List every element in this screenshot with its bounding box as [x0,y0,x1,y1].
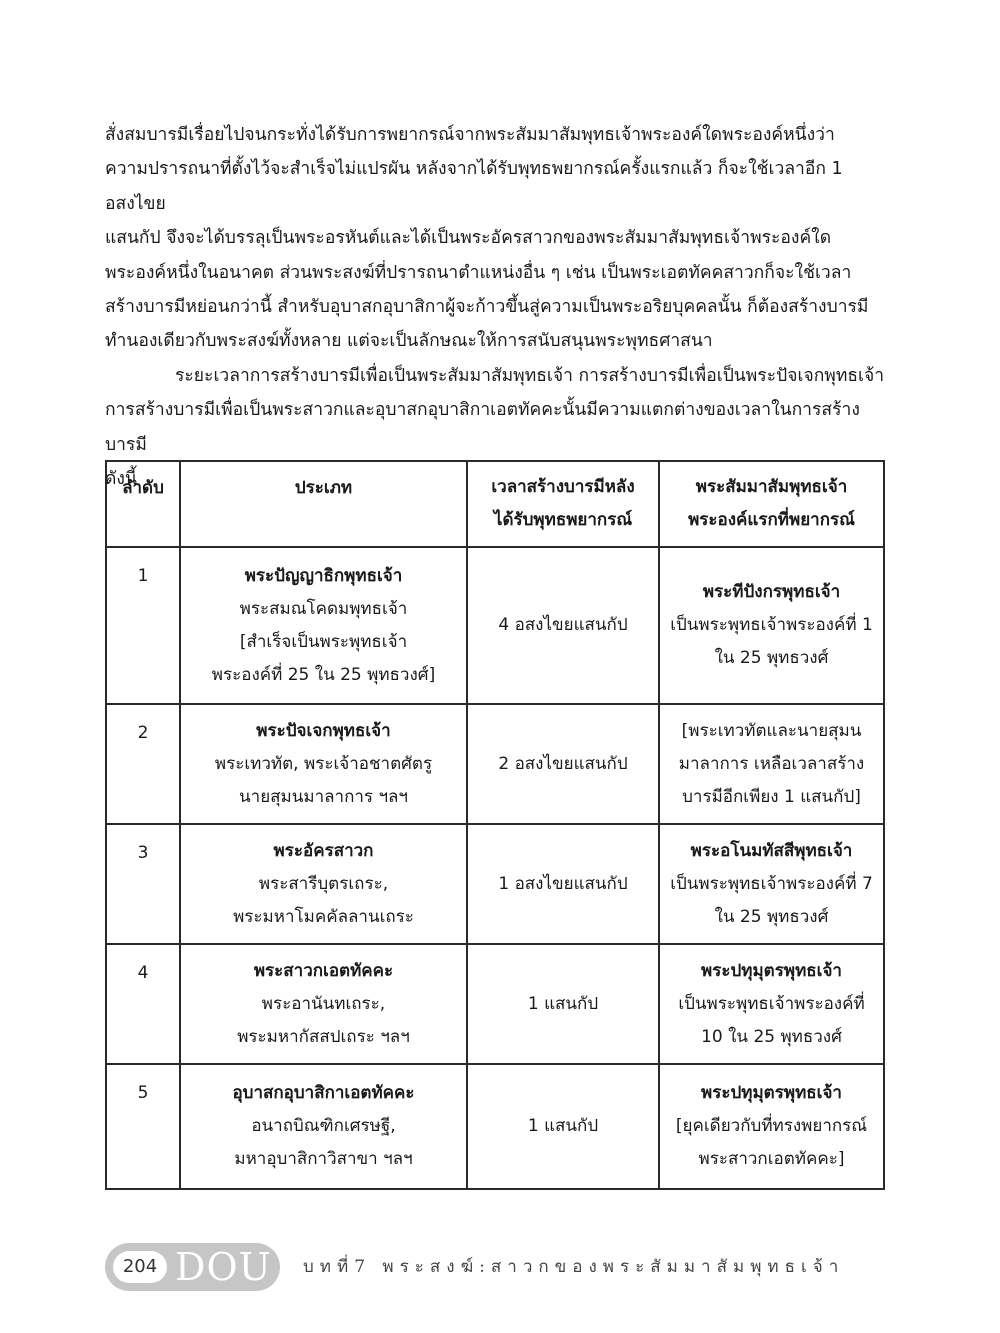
text-line: พระองค์หนึ่งในอนาคต ส่วนพระสงฆ์ที่ปรารถนาตำแหน่งอื่น ๆ เช่น เป็นพระเอตทัคคสาวกก็จะใช้เวลา [105,262,852,283]
table-row [106,1064,884,1189]
buddha-title: พระทีปังกรพุทธเจ้า [702,582,841,602]
cell-no: 2 [106,704,180,824]
header-type: ประเภท [180,461,467,547]
type-line: [สำเร็จเป็นพระพุทธเจ้า [239,631,408,652]
type-title: พระสาวกเอตทัคคะ [253,960,394,981]
type-line: พระเทวทัต, พระเจ้าอชาตศัตรู [214,753,433,774]
type-title: พระอัครสาวก [273,840,374,861]
cell-type [180,944,467,1064]
header-buddha-line: พระองค์แรกที่พยากรณ์ [688,510,855,530]
type-line: อนาถบิณฑิกเศรษฐี, [251,1116,396,1136]
text-line: สั่งสมบารมีเรื่อยไปจนกระทั่งได้รับการพยากรณ์จากพระสัมมาสัมพุทธเจ้าพระองค์ใดพระองค์หนึ่งว่า [105,125,835,145]
cell-time: 1 แสนกัป [467,944,659,1064]
type-line: พระสมณโคดมพุทธเจ้า [239,598,408,619]
cell-no: 5 [106,1064,180,1189]
baramee-time-table [105,460,885,1190]
buddha-line: ใน 25 พุทธวงศ์ [714,648,829,668]
buddha-line: [พระเทวทัตและนายสุมน [681,720,862,741]
header-no: ลำดับ [106,461,180,547]
page-number: 204 [113,1251,167,1283]
cell-buddha [659,1064,884,1189]
type-title: พระปัญญาธิกพุทธเจ้า [244,565,403,586]
buddha-line: เป็นพระพุทธเจ้าพระองค์ที่ [678,993,865,1014]
buddha-line: เป็นพระพุทธเจ้าพระองค์ที่ 7 [670,873,873,894]
type-line: พระอานันทเถระ, [261,993,386,1014]
buddha-line: บารมีอีกเพียง 1 แสนกัป] [682,786,861,807]
buddha-line: เป็นพระพุทธเจ้าพระองค์ที่ 1 [670,615,873,635]
type-line: พระมหากัสสปเถระ ฯลฯ [237,1026,410,1047]
type-title: อุบาสกอุบาสิกาเอตทัคคะ [232,1083,415,1103]
page-footer [105,1243,905,1291]
text-line: ทำนองเดียวกับพระสงฆ์ทั้งหลาย แต่จะเป็นลักษณะให้การสนับสนุนพระพุทธศาสนา [105,331,713,352]
header-time [467,461,659,547]
footer-badge [105,1243,280,1291]
cell-type [180,704,467,824]
paragraph-1 [105,118,885,359]
text-line: สร้างบารมีหย่อนกว่านี้ สำหรับอุบาสกอุบาสิกาผู้จะก้าวขึ้นสู่ความเป็นพระอริยบุคคลนั้น ก็ต้องสร้างบารมี [105,297,869,318]
cell-type [180,547,467,704]
table-row [106,547,884,704]
table-row [106,824,884,944]
text-line: แสนกัป จึงจะได้บรรลุเป็นพระอรหันต์และได้เป็นพระอัครสาวกของพระสัมมาสัมพุทธเจ้าพระองค์ใด [105,228,832,249]
buddha-title: พระอโนมทัสสีพุทธเจ้า [690,840,853,861]
buddha-line: [ยุคเดียวกับที่ทรงพยากรณ์ [675,1116,868,1136]
header-first-buddha [659,461,884,547]
text-line: ระยะเวลาการสร้างบารมีเพื่อเป็นพระสัมมาสัมพุทธเจ้า การสร้างบารมีเพื่อเป็นพระปัจเจกพุทธเจ้า [175,365,885,386]
dou-logo: DOU [175,1245,272,1289]
table-row [106,704,884,824]
buddha-line: มาลาการ เหลือเวลาสร้าง [678,753,865,774]
table-header-row [106,461,884,547]
cell-no: 3 [106,824,180,944]
buddha-line: พระสาวกเอตทัคคะ] [698,1149,845,1169]
header-time-line: ได้รับพุทธพยากรณ์ [493,510,633,530]
type-line: พระมหาโมคคัลลานเถระ [233,906,414,927]
type-line: พระองค์ที่ 25 ใน 25 พุทธวงศ์] [211,664,436,685]
cell-buddha [659,547,884,704]
buddha-line: ใน 25 พุทธวงศ์ [714,906,829,927]
table-row [106,944,884,1064]
cell-time: 2 อสงไขยแสนกัป [467,704,659,824]
body-text [105,118,885,496]
text-line: ดังนี้ [105,469,137,490]
text-line: การสร้างบารมีเพื่อเป็นพระสาวกและอุบาสกอุบาสิกาเอตทัคคะนั้นมีความแตกต่างของเวลาในการสร้างบารมี [105,400,860,455]
header-buddha-line: พระสัมมาสัมพุทธเจ้า [695,477,848,497]
type-line: มหาอุบาสิกาวิสาขา ฯลฯ [234,1149,413,1169]
cell-buddha [659,824,884,944]
buddha-line: 10 ใน 25 พุทธวงศ์ [701,1026,842,1047]
cell-buddha [659,704,884,824]
cell-type [180,1064,467,1189]
cell-type [180,824,467,944]
text-line: ความปรารถนาที่ตั้งไว้จะสำเร็จไม่แปรผัน หลังจากได้รับพุทธพยากรณ์ครั้งแรกแล้ว ก็จะใช้เวลาอีก 1 อสงไขย [105,159,843,214]
cell-buddha [659,944,884,1064]
type-line: พระสารีบุตรเถระ, [258,873,389,894]
cell-no: 4 [106,944,180,1064]
cell-time: 1 อสงไขยแสนกัป [467,824,659,944]
type-line: นายสุมนมาลาการ ฯลฯ [239,786,408,807]
chapter-title: บทที่7 พระสงฆ์:สาวกของพระสัมมาสัมพุทธเจ้า [303,1257,845,1277]
cell-time: 4 อสงไขยแสนกัป [467,547,659,704]
buddha-title: พระปทุมุตรพุทธเจ้า [701,960,842,981]
buddha-title: พระปทุมุตรพุทธเจ้า [701,1083,842,1103]
cell-no: 1 [106,547,180,704]
header-time-line: เวลาสร้างบารมีหลัง [491,477,635,497]
type-title: พระปัจเจกพุทธเจ้า [256,720,391,741]
cell-time: 1 แสนกัป [467,1064,659,1189]
